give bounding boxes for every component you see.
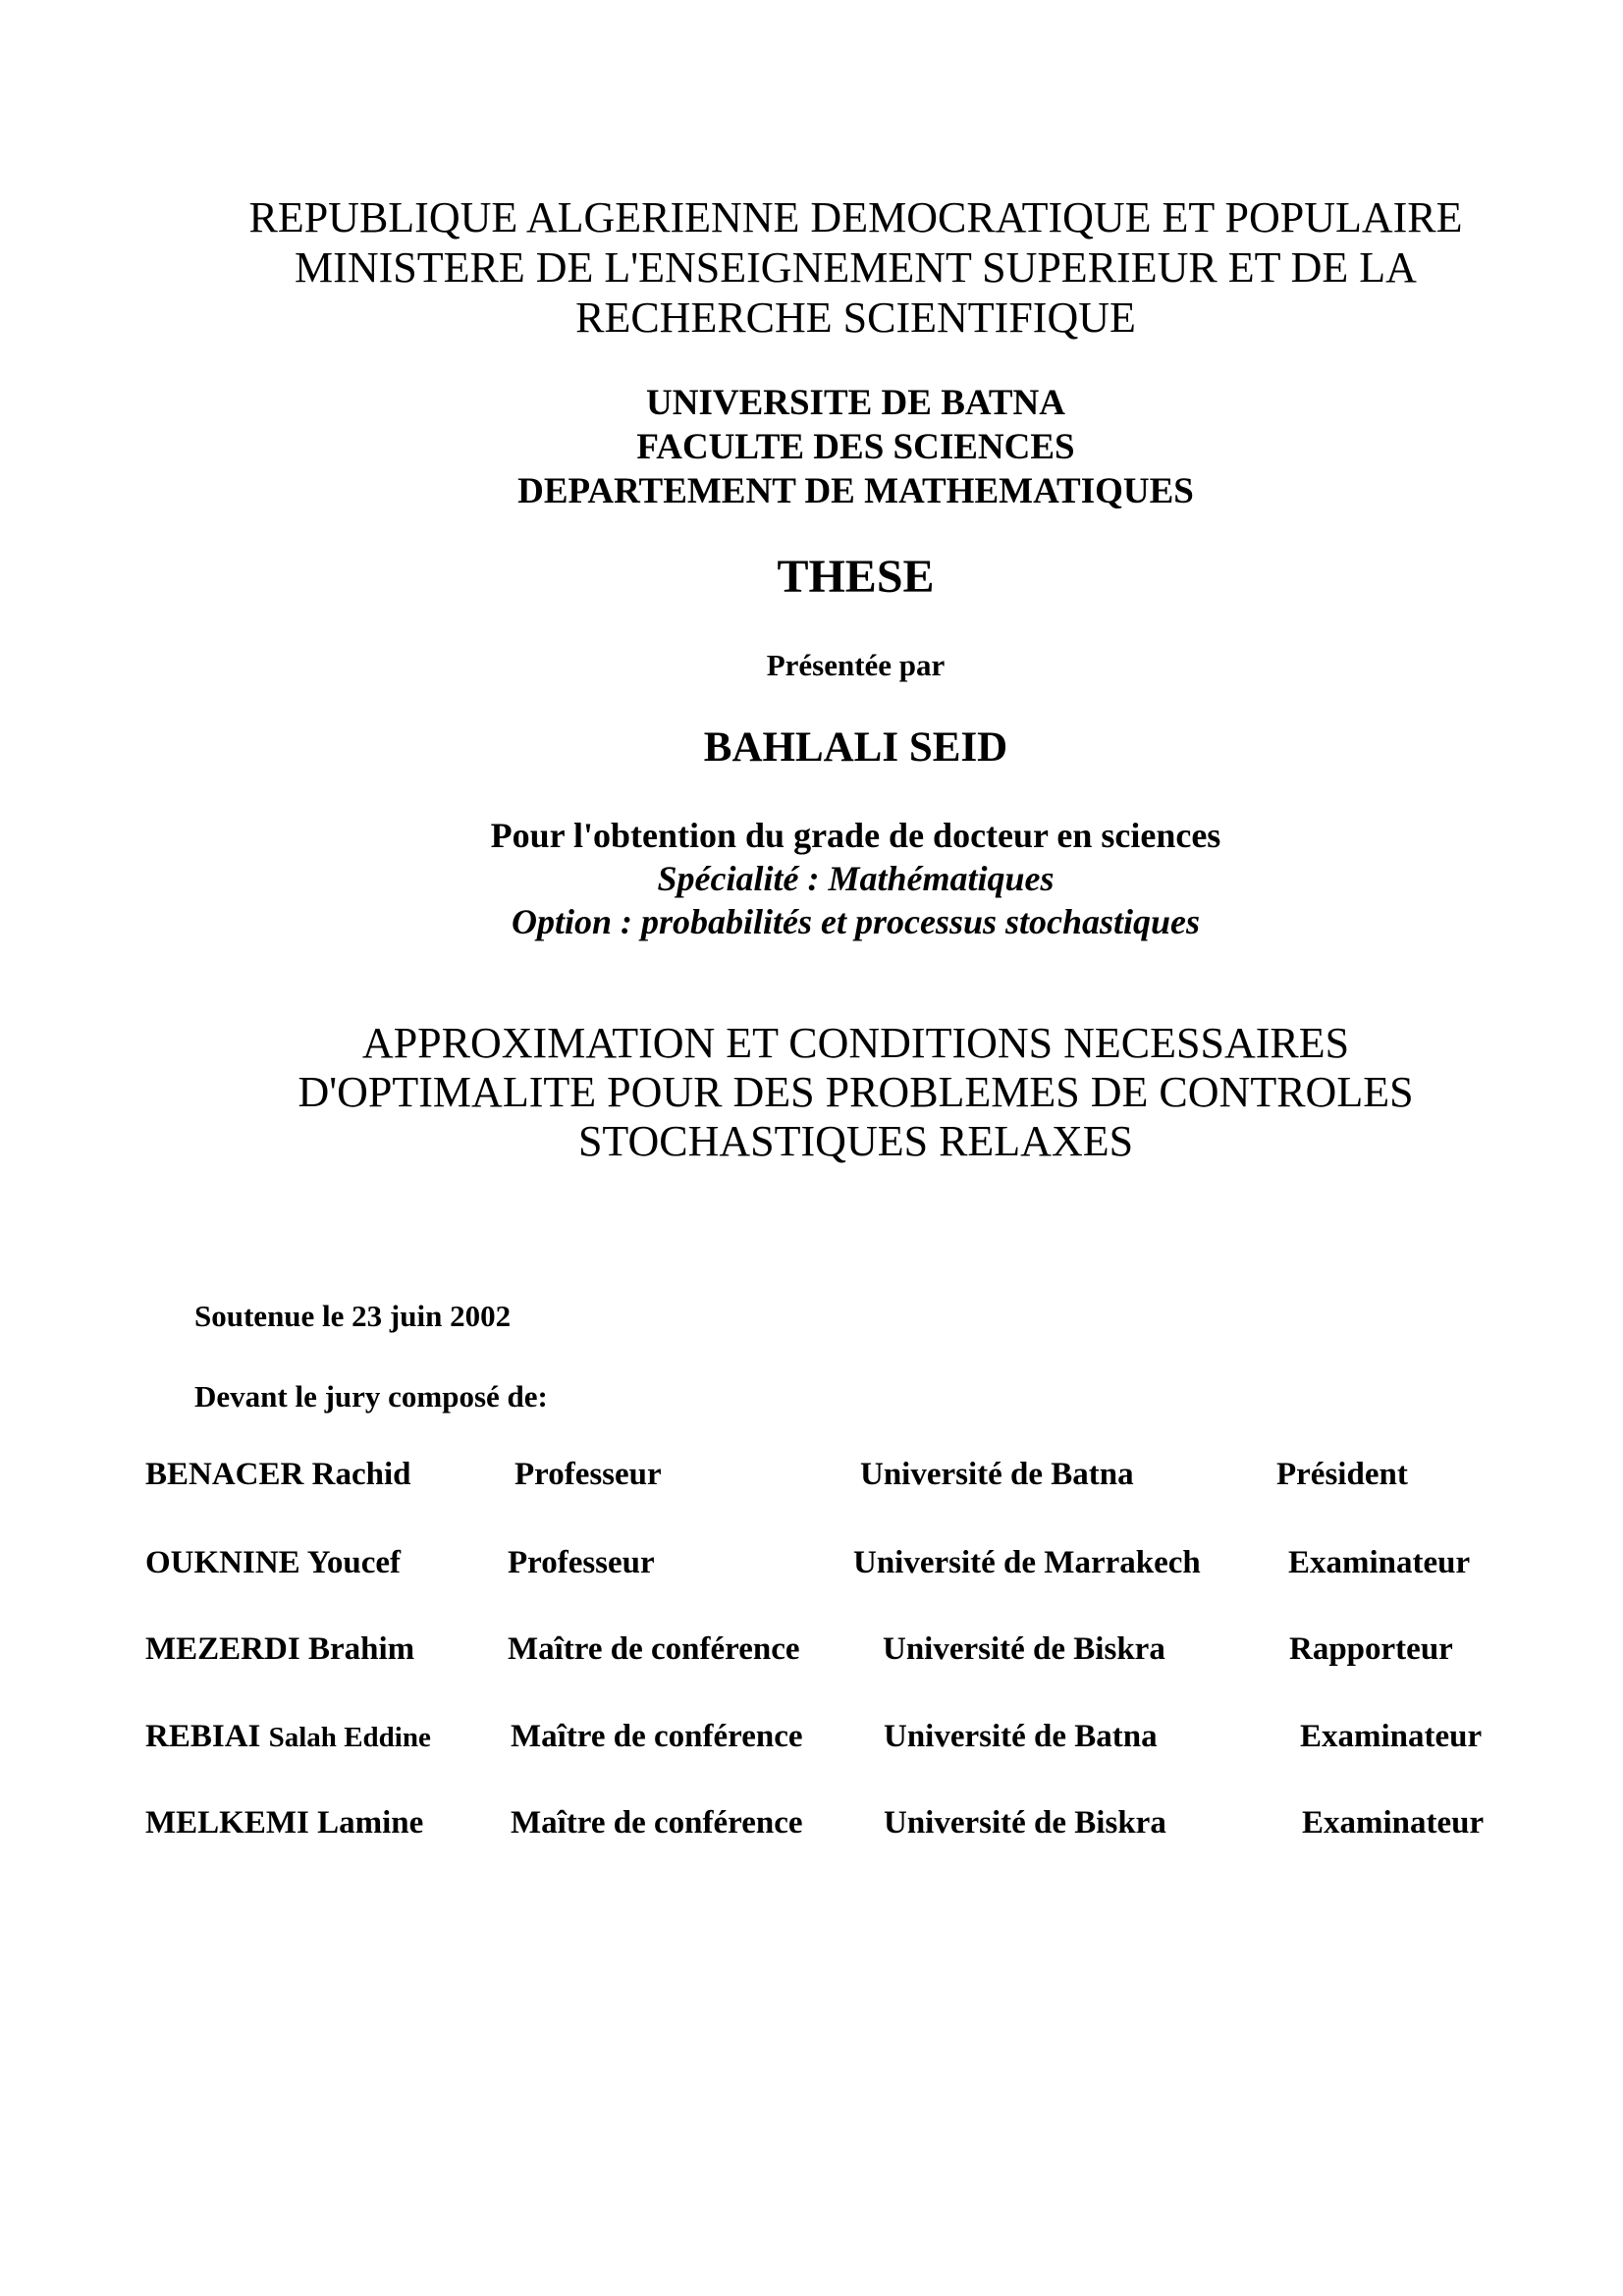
jury-member [0, 1453, 1623, 1496]
jury-member-name [145, 1453, 410, 1496]
jury-surname: BENACER [145, 1457, 304, 1492]
jury-given-name: Youcef [306, 1545, 402, 1580]
jury-member [0, 1715, 1623, 1758]
jury-surname: MELKEMI [145, 1805, 309, 1841]
option-line: Option : probabilités et processus stochastiques [511, 902, 1201, 941]
title-line: APPROXIMATION ET CONDITIONS NECESSAIRES [361, 1019, 1350, 1067]
jury-member-role: Examinateur [1288, 1545, 1471, 1580]
university-line: UNIVERSITE DE BATNA [646, 383, 1065, 423]
jury-list [0, 1453, 1623, 1904]
republic-header [44, 192, 1623, 343]
department-line: DEPARTEMENT DE MATHEMATIQUES [517, 471, 1194, 511]
jury-member-grade: Professeur [514, 1457, 662, 1492]
jury-member-university: Université de Batna [860, 1457, 1134, 1492]
institution-block [44, 381, 1623, 513]
jury-member-name [145, 1801, 423, 1844]
jury-given-name: Brahim [307, 1631, 415, 1667]
jury-member-role: Président [1276, 1457, 1408, 1492]
jury-member-grade: Maître de conférence [511, 1805, 803, 1841]
jury-surname: MEZERDI [145, 1631, 300, 1667]
jury-member-university: Université de Biskra [884, 1805, 1166, 1841]
jury-member-university: Université de Batna [884, 1719, 1158, 1754]
presented-by: Présentée par [766, 648, 946, 682]
jury-member-university: Université de Biskra [883, 1631, 1165, 1667]
title-line: STOCHASTIQUES RELAXES [577, 1117, 1134, 1165]
jury-given-name: Rachid [311, 1457, 411, 1492]
ministry-line: MINISTERE DE L'ENSEIGNEMENT SUPERIEUR ET DE LA [295, 243, 1417, 292]
thesis-label: THESE [777, 551, 935, 603]
jury-member-grade: Professeur [508, 1545, 655, 1580]
speciality-line: Spécialité : Mathématiques [657, 859, 1055, 898]
jury-member-name [145, 1715, 431, 1759]
degree-block [44, 814, 1623, 943]
jury-given-name: Salah Eddine [268, 1722, 431, 1753]
research-line: RECHERCHE SCIENTIFIQUE [575, 294, 1136, 342]
faculty-line: FACULTE DES SCIENCES [636, 427, 1075, 467]
jury-member-name [145, 1628, 414, 1671]
jury-member [0, 1541, 1623, 1584]
jury-member-name [145, 1541, 401, 1584]
republic-line: REPUBLIQUE ALGERIENNE DEMOCRATIQUE ET POPULAIRE [248, 193, 1463, 241]
jury-surname: REBIAI [145, 1719, 261, 1754]
jury-member-role: Examinateur [1302, 1805, 1485, 1841]
jury-member [0, 1801, 1623, 1844]
title-line: D'OPTIMALITE POUR DES PROBLEMES DE CONTROLES [298, 1068, 1414, 1116]
jury-given-name: Lamine [317, 1805, 424, 1841]
thesis-title [44, 1019, 1623, 1166]
author-name: BAHLALI SEID [703, 724, 1008, 771]
jury-intro: Devant le jury composé de: [194, 1379, 548, 1414]
jury-member-role: Rapporteur [1289, 1631, 1453, 1667]
jury-surname: OUKNINE [145, 1545, 300, 1580]
jury-member-role: Examinateur [1300, 1719, 1483, 1754]
jury-member-grade: Maître de conférence [508, 1631, 800, 1667]
degree-line: Pour l'obtention du grade de docteur en sciences [490, 816, 1221, 855]
jury-member-university: Université de Marrakech [853, 1545, 1201, 1580]
jury-member-grade: Maître de conférence [511, 1719, 803, 1754]
defense-date: Soutenue le 23 juin 2002 [194, 1299, 512, 1333]
jury-member [0, 1628, 1623, 1671]
